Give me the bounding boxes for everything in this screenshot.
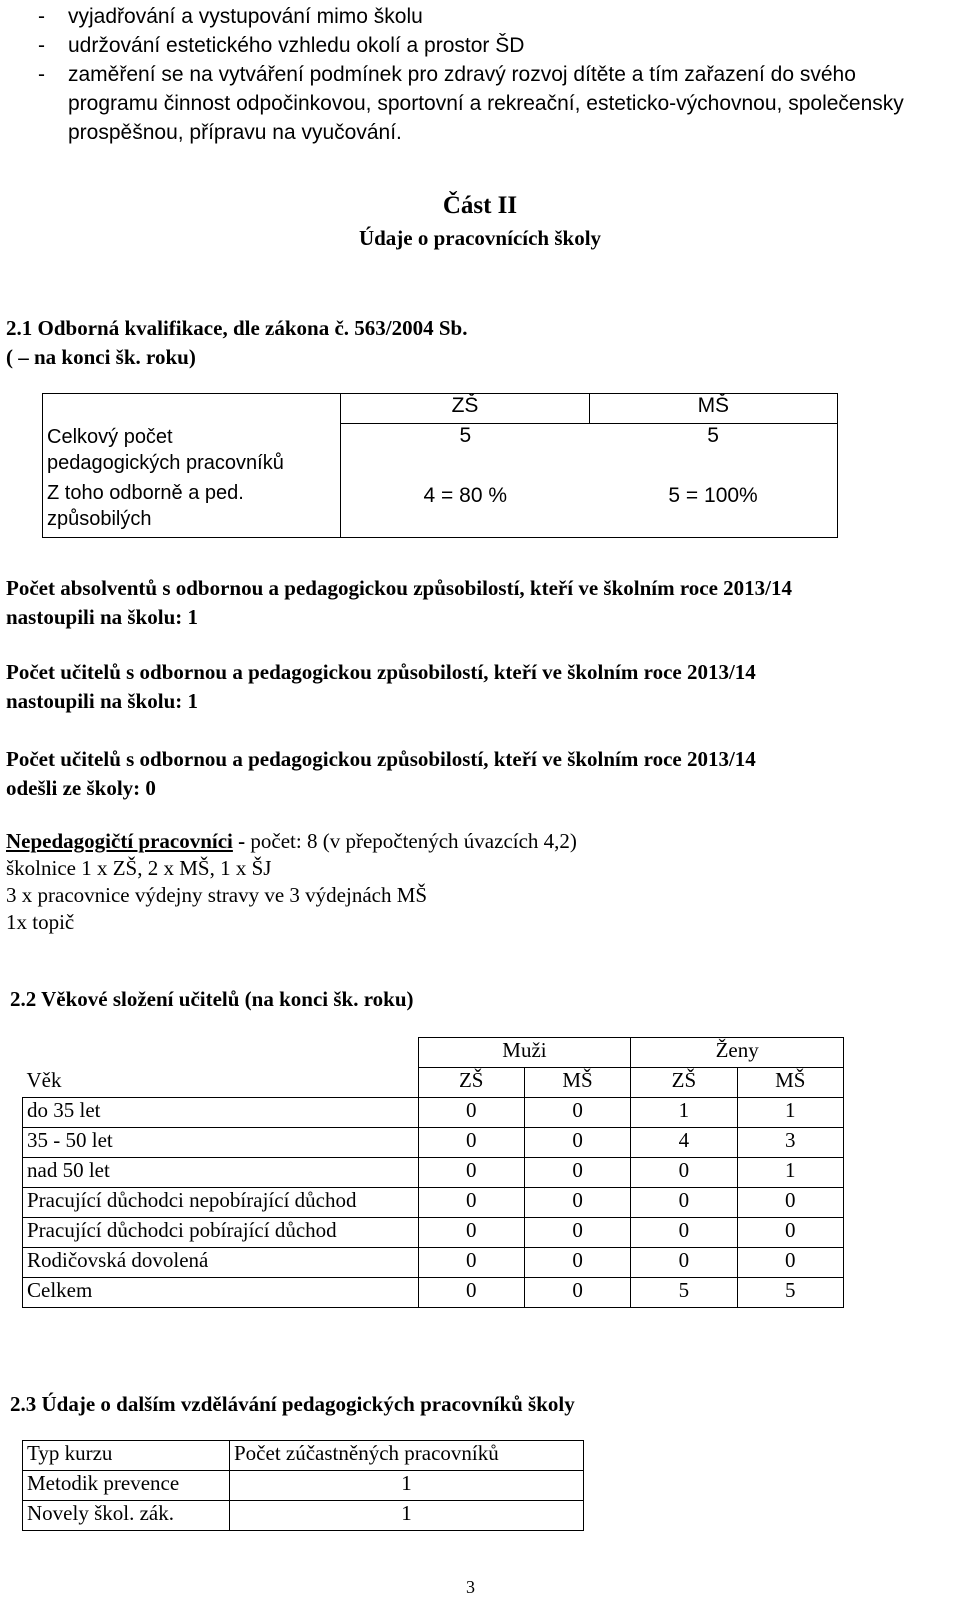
cell-value: 0 (418, 1218, 524, 1248)
cell-value: 0 (631, 1188, 737, 1218)
cell-value: 0 (418, 1278, 524, 1308)
section-2-2-heading: 2.2 Věkové složení učitelů (na konci šk. roku) (10, 987, 414, 1011)
header-course-type: Typ kurzu (23, 1441, 230, 1471)
cell-value: 0 (418, 1098, 524, 1128)
cell-value: 5 = 100% (589, 480, 837, 538)
paragraph: Počet učitelů s odbornou a pedagogickou způsobilostí, kteří ve školním roce 2013/14 nastoupili na školu: 1 (6, 660, 756, 713)
table-row (23, 1158, 844, 1188)
table-row (23, 1098, 844, 1128)
section-2-3-heading: 2.3 Údaje o dalším vzdělávání pedagogických pracovníků školy (10, 1392, 575, 1416)
header-age: Věk (23, 1068, 419, 1098)
age-table: Muži Ženy Věk ZŠ MŠ ZŠ MŠ do 35 let 0 0 1 1 35 - 50 let 0 0 4 3 nad 50 let 0 0 0 1 Pracující důchodci nepobírající důchod 0 0 0 0 Pracující důchodci pobírající důchod 0 0 0 0 Rodičovská dovolená 0 0 0 0 Celkem 0 0 5 5 (22, 1037, 844, 1308)
cell-value: 0 (418, 1188, 524, 1218)
cell-value: 0 (631, 1158, 737, 1188)
cell-value: 0 (418, 1248, 524, 1278)
table-row: Novely škol. zák. 1 (23, 1501, 584, 1531)
table-row: Metodik prevence 1 (23, 1471, 584, 1501)
cell-value: 0 (737, 1218, 843, 1248)
cell-value: 5 (631, 1278, 737, 1308)
cell-value: 0 (524, 1218, 630, 1248)
cell-value: 0 (524, 1158, 630, 1188)
header-women: Ženy (631, 1038, 844, 1068)
paragraph: Počet učitelů s odbornou a pedagogickou způsobilostí, kteří ve školním roce 2013/14 odešli ze školy: 0 (6, 747, 756, 800)
cell-value: 4 = 80 % (341, 480, 589, 538)
table-row (23, 1188, 844, 1218)
training-table (22, 1440, 584, 1531)
cell-value: 0 (418, 1158, 524, 1188)
table-row (23, 1218, 844, 1248)
part-title: Část II (442, 192, 518, 219)
header-participants: Počet zúčastněných pracovníků (230, 1441, 584, 1471)
bullet-list (38, 2, 948, 147)
cell-value: 0 (524, 1248, 630, 1278)
cell-value: 5 (737, 1278, 843, 1308)
row-label: Z toho odborně a ped. způsobilých (43, 480, 341, 538)
section-2-1-heading: 2.1 Odborná kvalifikace, dle zákona č. 563/2004 Sb. (6, 316, 468, 340)
row-label: do 35 let (23, 1098, 419, 1128)
table-row (23, 1278, 844, 1308)
cell-value: 5 (589, 424, 837, 480)
cell-value: 4 (631, 1128, 737, 1158)
table-row (23, 1128, 844, 1158)
page-number: 3 (466, 1577, 475, 1597)
cell-value: 0 (737, 1248, 843, 1278)
row-label: 35 - 50 let (23, 1128, 419, 1158)
cell-value: 1 (737, 1158, 843, 1188)
cell-value: 1 (737, 1098, 843, 1128)
qualification-table (42, 393, 838, 538)
list-item: - vyjadřování a vystupování mimo školu (38, 5, 423, 28)
row-label: Celkový počet pedagogických pracovníků (43, 424, 341, 480)
cell-value: 0 (631, 1218, 737, 1248)
section-2-1-subheading: ( – na konci šk. roku) (6, 345, 196, 369)
col-ms: MŠ (589, 394, 837, 424)
part-subtitle: Údaje o pracovnících školy (358, 226, 602, 250)
cell-value: 3 (737, 1128, 843, 1158)
row-label: Rodičovská dovolená (23, 1248, 419, 1278)
cell-value: 0 (737, 1188, 843, 1218)
nonpedagogical-block: Nepedagogičtí pracovníci - počet: 8 (v přepočtených úvazcích 4,2) školnice 1 x ZŠ, 2 x MŠ, 1 x ŠJ 3 x pracovnice výdejny stravy ve 3 výdejnách MŠ 1x topič (6, 829, 577, 934)
col-zs: ZŠ (341, 394, 589, 424)
row-label: Celkem (23, 1278, 419, 1308)
row-label: Pracující důchodci nepobírající důchod (23, 1188, 419, 1218)
cell-value: 1 (631, 1098, 737, 1128)
cell-value: 0 (631, 1248, 737, 1278)
cell-value: 0 (418, 1128, 524, 1158)
cell-value: 0 (524, 1128, 630, 1158)
cell-value: 0 (524, 1098, 630, 1128)
header-men: Muži (418, 1038, 631, 1068)
paragraph: Počet absolventů s odbornou a pedagogickou způsobilostí, kteří ve školním roce 2013/14 nastoupili na školu: 1 (6, 576, 793, 629)
table-row (23, 1248, 844, 1278)
row-label: nad 50 let (23, 1158, 419, 1188)
cell-value: 5 (341, 424, 589, 480)
cell-value: 0 (524, 1188, 630, 1218)
list-item: - zaměření se na vytváření podmínek pro zdravý rozvoj dítěte a tím zařazení do svého programu činnost odpočinkovou, sportovní a rekreační, esteticko-výchovnou, společensky prospěšnou, přípravu na vyučování. (38, 63, 904, 144)
list-item: - udržování estetického vzhledu okolí a prostor ŠD (38, 34, 525, 57)
row-label: Pracující důchodci pobírající důchod (23, 1218, 419, 1248)
cell-value: 0 (524, 1278, 630, 1308)
